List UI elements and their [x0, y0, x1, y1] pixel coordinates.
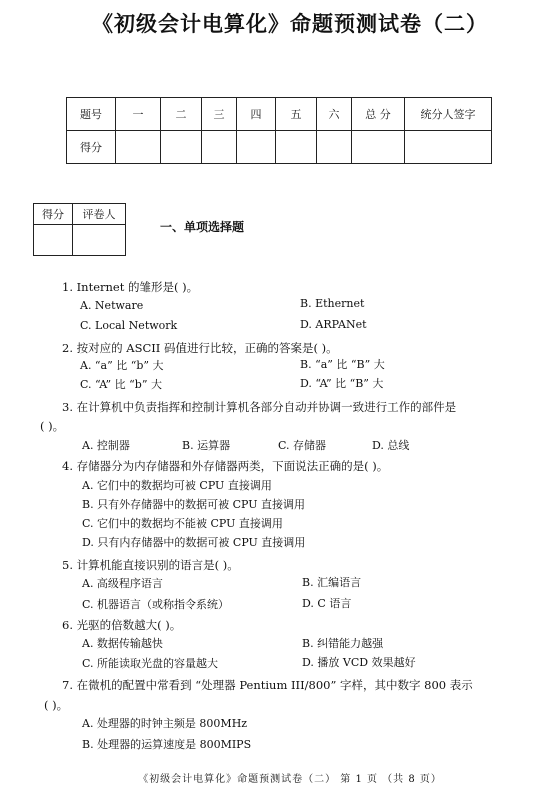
option-c: C. 存储器: [278, 439, 327, 452]
option-a: A. 控制器: [82, 439, 130, 452]
score-header-cell: 总 分: [352, 98, 405, 131]
question-stem: 6. 光驱的倍数越大( )。: [62, 618, 182, 632]
option-d: D. 总线: [372, 439, 410, 452]
score-input-cell[interactable]: [352, 131, 405, 164]
question-stem-continued: ( )。: [44, 698, 69, 712]
grader-name-cell[interactable]: [73, 225, 126, 256]
option-c: C. Local Network: [80, 319, 178, 332]
option-c: C. “A” 比 “b” 大: [80, 378, 162, 391]
option-d: D. 只有内存储器中的数据可被 CPU 直接调用: [82, 536, 306, 549]
option-b: B. 运算器: [182, 439, 231, 452]
score-row-label: 得分: [67, 131, 116, 164]
score-header-cell: 五: [276, 98, 317, 131]
option-b: B. “a” 比 “B” 大: [300, 358, 385, 371]
option-a: A. “a” 比 “b” 大: [80, 359, 164, 372]
option-d: D. C 语言: [302, 597, 352, 610]
option-b: B. 只有外存储器中的数据可被 CPU 直接调用: [82, 498, 305, 511]
question-stem-continued: ( )。: [40, 419, 65, 433]
option-a: A. 数据传输越快: [82, 637, 163, 650]
score-header-cell: 题号: [67, 98, 116, 131]
score-input-cell[interactable]: [116, 131, 161, 164]
option-a: A. 高级程序语言: [82, 577, 163, 590]
score-input-cell[interactable]: [202, 131, 237, 164]
score-header-cell: 二: [161, 98, 202, 131]
option-c: C. 它们中的数据均不能被 CPU 直接调用: [82, 517, 283, 530]
option-c: C. 机器语言（或称指令系统）: [82, 598, 230, 611]
option-a: A. 处理器的时钟主频是 800MHz: [82, 717, 248, 730]
score-header-cell: 一: [116, 98, 161, 131]
question-stem: 7. 在微机的配置中常看到 “处理器 Pentium III/800” 字样，其中数字 800 表示: [62, 678, 473, 692]
grader-name-label: 评卷人: [73, 204, 126, 225]
score-table: [66, 97, 492, 164]
grader-score-cell[interactable]: [34, 225, 73, 256]
score-input-cell[interactable]: [317, 131, 352, 164]
score-header-cell: 六: [317, 98, 352, 131]
question-stem: 1. Internet 的雏形是( )。: [62, 280, 199, 294]
option-a: A. Netware: [80, 299, 144, 312]
option-b: B. 汇编语言: [302, 576, 362, 589]
score-input-cell[interactable]: [237, 131, 276, 164]
score-input-cell[interactable]: [161, 131, 202, 164]
question-stem: 5. 计算机能直接识别的语言是( )。: [62, 558, 239, 572]
option-b: B. Ethernet: [300, 297, 365, 310]
option-d: D. 播放 VCD 效果越好: [302, 656, 416, 669]
question-stem: 2. 按对应的 ASCII 码值进行比较，正确的答案是( )。: [62, 341, 338, 355]
option-d: D. “A” 比 “B” 大: [300, 377, 384, 390]
score-input-cell[interactable]: [405, 131, 492, 164]
section-title: 一、单项选择题: [160, 220, 245, 234]
score-input-cell[interactable]: [276, 131, 317, 164]
score-header-cell: 三: [202, 98, 237, 131]
option-a: A. 它们中的数据均可被 CPU 直接调用: [82, 479, 272, 492]
option-b: B. 处理器的运算速度是 800MIPS: [82, 738, 252, 751]
score-table-header-row: [67, 98, 492, 131]
score-table-score-row: [67, 131, 492, 164]
score-header-cell: 四: [237, 98, 276, 131]
option-b: B. 纠错能力越强: [302, 637, 384, 650]
grader-score-label: 得分: [34, 204, 73, 225]
grader-box: [33, 203, 126, 256]
option-c: C. 所能读取光盘的容量越大: [82, 657, 219, 670]
page-footer: 《初级会计电算化》命题预测试卷（二） 第 1 页 （共 8 页）: [138, 774, 442, 785]
page-title: 《初级会计电算化》命题预测试卷（二）: [92, 11, 488, 36]
score-header-cell: 统分人签字: [405, 98, 492, 131]
question-stem: 3. 在计算机中负责指挥和控制计算机各部分自动并协调一致进行工作的部件是: [62, 400, 457, 414]
option-d: D. ARPANet: [300, 318, 367, 331]
question-stem: 4. 存储器分为内存储器和外存储器两类，下面说法正确的是( )。: [62, 459, 389, 473]
